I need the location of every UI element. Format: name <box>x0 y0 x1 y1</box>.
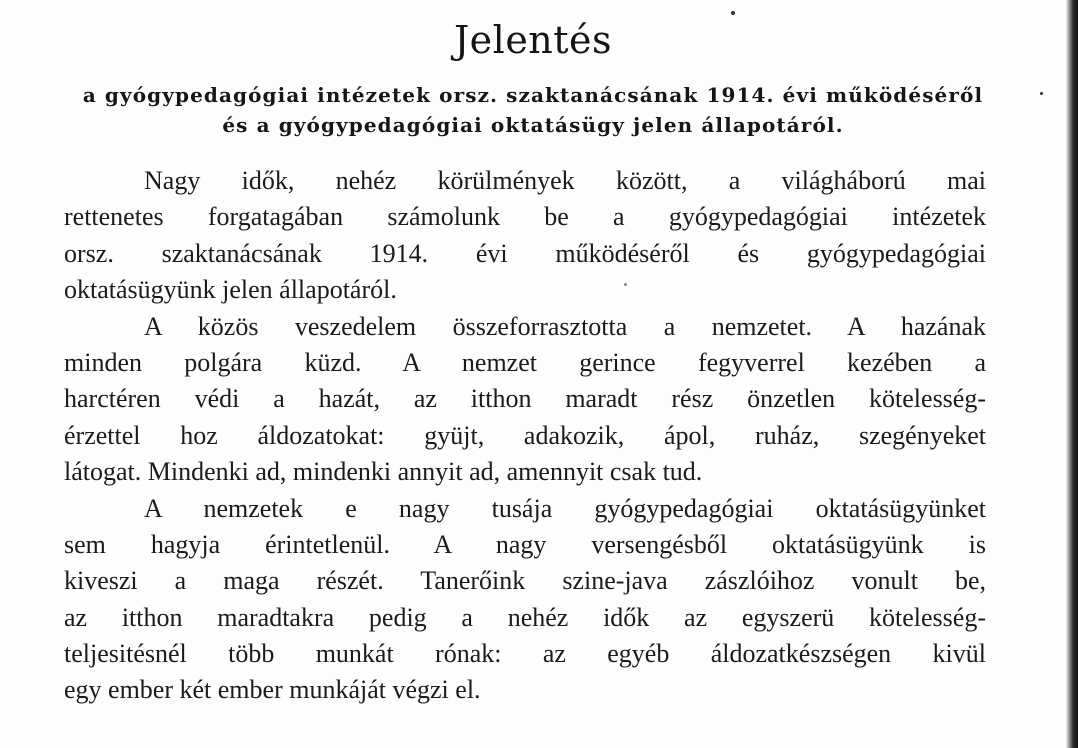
body-line: teljesitésnél több munkát rónak: az egyéb áldozatkészségen kivül <box>64 639 986 669</box>
body-text <box>64 163 986 709</box>
body-line: látogat. Mindenki ad, mindenki annyit ad, amennyit csak tud. <box>64 457 703 487</box>
document-subtitle-line: a gyógypedagógiai intézetek orsz. szaktanácsának 1914. évi működéséről <box>82 83 984 107</box>
body-line: Nagy idők, nehéz körülmények között, a világháború mai <box>144 166 986 195</box>
body-line: orsz. szaktanácsának 1914. évi működéséről és gyógypedagógiai <box>64 238 986 268</box>
document-title: Jelentés <box>453 18 613 62</box>
body-line: A közös veszedelem összeforrasztotta a nemzetet. A hazának <box>144 311 986 341</box>
scan-edge-shadow <box>1066 0 1078 748</box>
body-line: A nemzetek e nagy tusája gyógypedagógiai oktatásügyünket <box>144 493 986 523</box>
body-line: sem hagyja érintetlenül. A nagy versengésből oktatásügyünk is <box>64 529 986 559</box>
body-line: az itthon maradtakra pedig a nehéz idők az egyszerü kötelesség- <box>64 602 986 632</box>
body-line: harctéren védi a hazát, az itthon maradt rész önzetlen kötelesség- <box>64 384 986 414</box>
body-line: oktatásügyünk jelen állapotáról. <box>64 275 397 305</box>
body-line: egy ember két ember munkáját végzi el. <box>64 675 481 705</box>
document-subtitle-line: és a gyógypedagógiai oktatásügy jelen állapotáról. <box>222 113 844 137</box>
body-line: kiveszi a maga részét. Tanerőink szine-java zászlóihoz vonult be, <box>64 566 986 596</box>
body-line: érzettel hoz áldozatokat: gyüjt, adakozik, ápol, ruház, szegényeket <box>64 420 986 450</box>
body-line: rettenetes forgatagában számolunk be a gyógypedagógiai intézetek <box>64 202 986 232</box>
body-line: minden polgára küzd. A nemzet gerince fegyverrel kezében a <box>64 347 986 377</box>
